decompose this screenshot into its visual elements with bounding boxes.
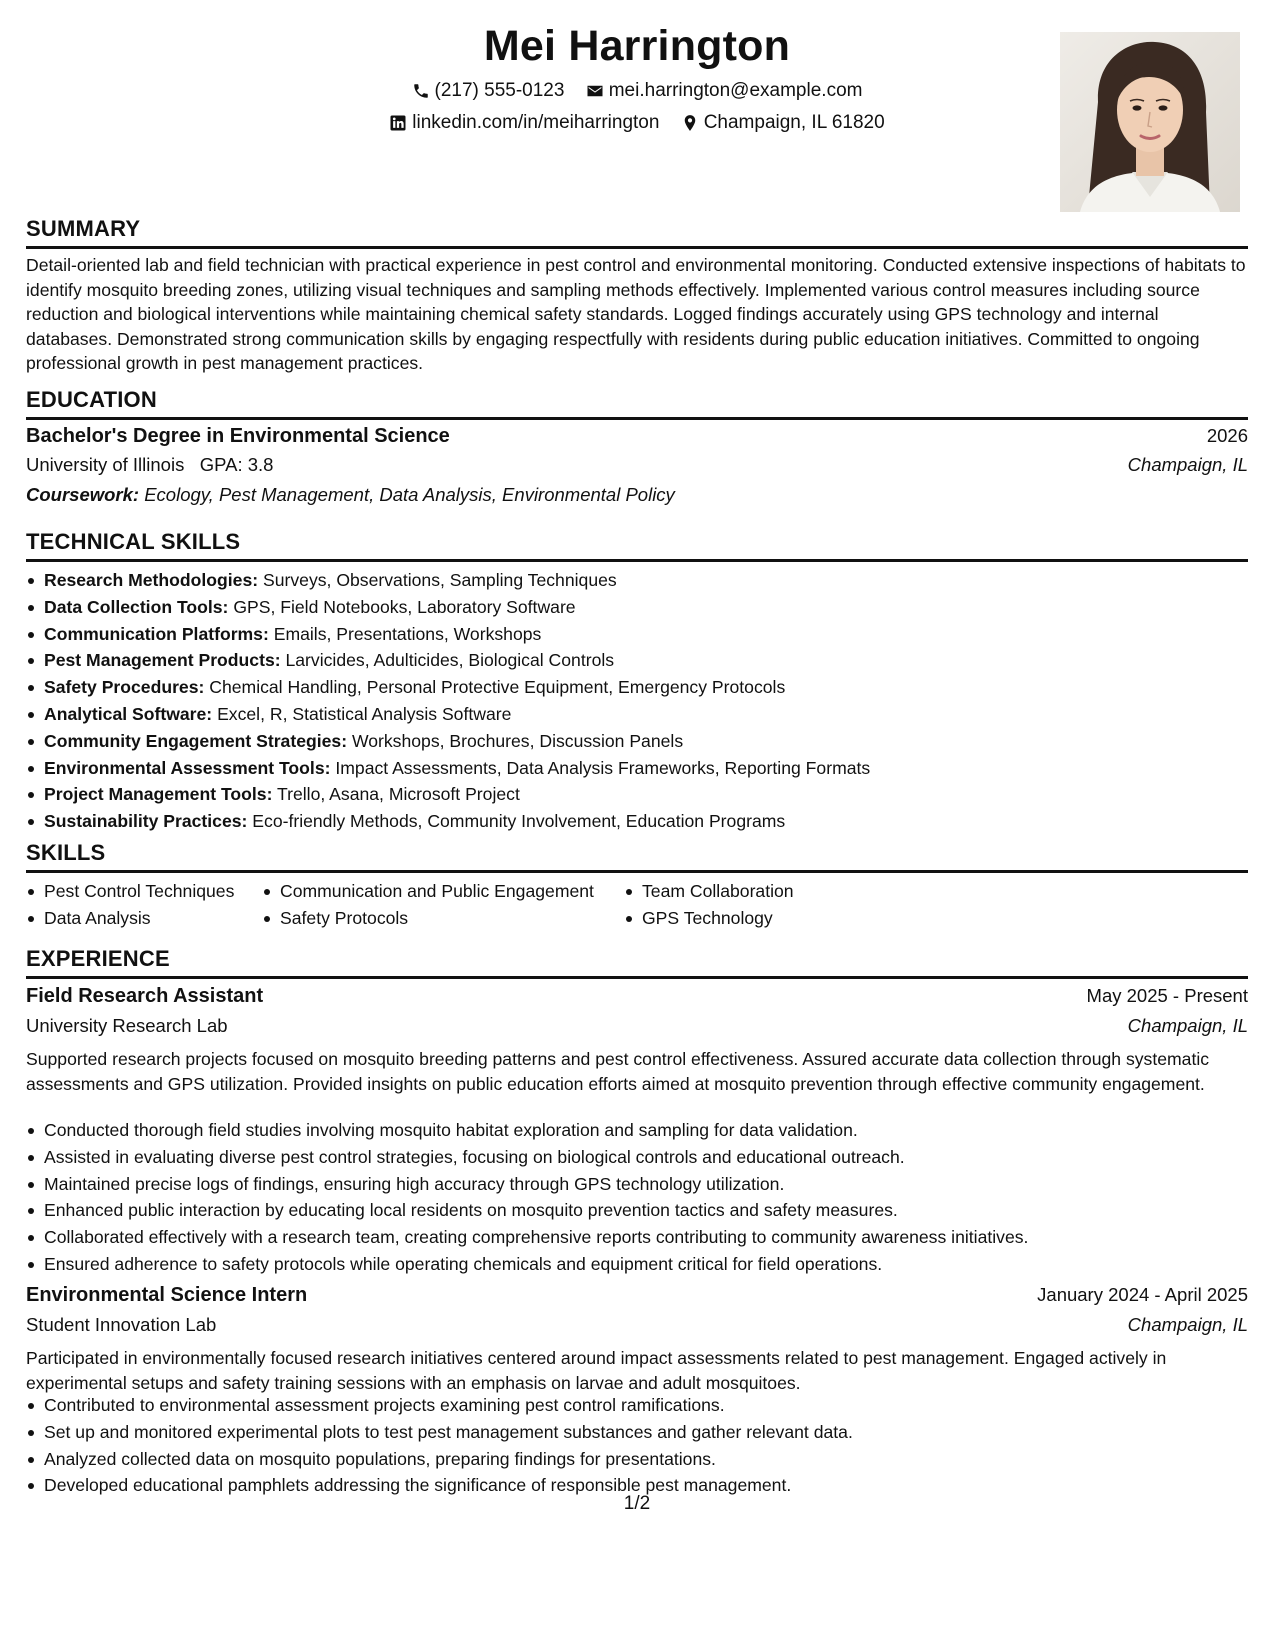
resume-page	[26, 0, 1248, 1650]
coursework-row	[26, 484, 1248, 512]
list-item	[26, 567, 1248, 594]
skill-values: Excel, R, Statistical Analysis Software	[217, 703, 512, 724]
skill-category: Pest Management Products:	[44, 650, 281, 671]
list-item	[26, 755, 1248, 782]
list-item: Ensured adherence to safety protocols while operating chemicals and equipment critical for field operations.	[26, 1251, 1248, 1278]
job-title: Environmental Science Intern	[26, 1284, 308, 1306]
skill-category: Research Methodologies:	[44, 570, 259, 590]
education-row-1	[26, 425, 1248, 453]
job-organization: University Research Lab	[26, 1015, 228, 1036]
linkedin-text: linkedin.com/in/meiharrington	[412, 112, 660, 133]
map-pin-icon	[681, 114, 699, 132]
job-1-org-row	[26, 1015, 1248, 1043]
education-heading: EDUCATION	[26, 387, 1248, 420]
list-item: Safety Protocols	[262, 905, 594, 932]
linkedin-contact[interactable]	[389, 112, 659, 134]
job-2-bullets	[26, 1392, 1248, 1499]
job-location: Champaign, IL	[1127, 1314, 1248, 1335]
graduation-year: 2026	[1206, 425, 1248, 446]
skills-column-1	[26, 878, 234, 931]
list-item: GPS Technology	[624, 905, 794, 932]
skills-column-3	[624, 878, 794, 931]
skill-values: Emails, Presentations, Workshops	[273, 623, 542, 644]
job-location: Champaign, IL	[1127, 1015, 1248, 1036]
skill-values: Eco-friendly Methods, Community Involvement, Education Programs	[252, 811, 786, 832]
skill-values: Workshops, Brochures, Discussion Panels	[351, 730, 684, 751]
summary-heading: SUMMARY	[26, 216, 1248, 249]
candidate-name: Mei Harrington	[483, 22, 791, 70]
list-item: Pest Control Techniques	[26, 878, 234, 905]
list-item: Developed educational pamphlets addressing the significance of responsible pest management.	[26, 1472, 1248, 1499]
job-2-org-row	[26, 1314, 1248, 1342]
skill-category: Environmental Assessment Tools:	[44, 757, 331, 778]
list-item: Maintained precise logs of findings, ensuring high accuracy through GPS technology utilization.	[26, 1171, 1248, 1198]
list-item: Enhanced public interaction by educating local residents on mosquito prevention tactics and safety measures.	[26, 1197, 1248, 1224]
skill-values: Larvicides, Adulticides, Biological Controls	[285, 650, 615, 671]
school-name: University of Illinois	[26, 454, 185, 475]
skill-values: GPS, Field Notebooks, Laboratory Software	[233, 596, 576, 617]
technical-skills-heading: TECHNICAL SKILLS	[26, 529, 1248, 562]
job-1-description: Supported research projects focused on mosquito breeding patterns and pest control effectiveness. Assured accurate data collection through systematic assessments and GPS utilization. Provided insights on public education efforts aimed at mosquito prevention through effective community engagement.	[26, 1049, 1210, 1094]
job-2-header	[26, 1284, 1248, 1312]
skill-values: Surveys, Observations, Sampling Techniques	[263, 570, 617, 590]
school-line	[26, 454, 273, 476]
list-item	[26, 674, 1248, 701]
list-item: Analyzed collected data on mosquito populations, preparing findings for presentations.	[26, 1446, 1248, 1473]
list-item: Team Collaboration	[624, 878, 794, 905]
experience-heading: EXPERIENCE	[26, 946, 1248, 979]
linkedin-icon	[389, 114, 407, 132]
list-item: Collaborated effectively with a research team, creating comprehensive reports contributing to community awareness initiatives.	[26, 1224, 1248, 1251]
education-row-2	[26, 454, 1248, 482]
list-item: Contributed to environmental assessment projects examining pest control ramifications.	[26, 1392, 1248, 1419]
skill-category: Communication Platforms:	[44, 623, 269, 644]
skill-category: Data Collection Tools:	[44, 596, 229, 617]
list-item	[26, 808, 1248, 835]
summary-text: Detail-oriented lab and field technician with practical experience in pest control and environmental monitoring. Conducted extensive inspections of habitats to identify mosquito breeding zones, utilizing visual techniques and sampling methods effectively. Implemented various control measures including source reduction and biological interventions while maintaining chemical safety standards. Logged findings accurately using GPS technology and internal databases. Demonstrated strong communication skills by engaging respectfully with residents during public education initiatives. Committed to ongoing professional growth in pest management practices.	[26, 255, 1246, 373]
job-title: Field Research Assistant	[26, 985, 264, 1007]
list-item	[26, 621, 1248, 648]
email-text: mei.harrington@example.com	[608, 80, 863, 101]
location-contact	[681, 112, 885, 134]
list-item: Communication and Public Engagement	[262, 878, 594, 905]
phone-contact	[412, 80, 565, 102]
job-1-bullets	[26, 1117, 1248, 1278]
skill-values: Chemical Handling, Personal Protective Equipment, Emergency Protocols	[209, 677, 786, 698]
skill-category: Safety Procedures:	[44, 677, 205, 698]
email-contact[interactable]	[586, 80, 863, 102]
list-item: Conducted thorough field studies involving mosquito habitat exploration and sampling for data validation.	[26, 1117, 1248, 1144]
skills-column-2	[262, 878, 594, 931]
skills-heading: SKILLS	[26, 840, 1248, 873]
list-item	[26, 781, 1248, 808]
list-item: Data Analysis	[26, 905, 234, 932]
technical-skills-list	[26, 567, 1248, 835]
phone-text: (217) 555-0123	[434, 80, 565, 101]
list-item	[26, 701, 1248, 728]
job-dates: May 2025 - Present	[1086, 985, 1248, 1006]
skill-category: Community Engagement Strategies:	[44, 730, 348, 751]
school-location: Champaign, IL	[1127, 454, 1248, 475]
job-organization: Student Innovation Lab	[26, 1314, 217, 1335]
list-item	[26, 728, 1248, 755]
coursework-line	[26, 484, 675, 506]
list-item: Set up and monitored experimental plots to test pest management substances and gather relevant data.	[26, 1419, 1248, 1446]
job-dates: January 2024 - April 2025	[1037, 1284, 1248, 1305]
location-text: Champaign, IL 61820	[703, 112, 885, 133]
job-1-header	[26, 985, 1248, 1013]
profile-photo	[1060, 32, 1240, 212]
envelope-icon	[586, 82, 604, 100]
coursework-label: Coursework:	[26, 484, 140, 505]
skill-values: Impact Assessments, Data Analysis Frameworks, Reporting Formats	[335, 757, 871, 778]
coursework-list: Ecology, Pest Management, Data Analysis, Environmental Policy	[144, 484, 675, 505]
list-item	[26, 594, 1248, 621]
list-item	[26, 647, 1248, 674]
job-2-description: Participated in environmentally focused research initiatives centered around impact assessments related to pest management. Engaged actively in experimental setups and safety training sessions with an emphasis on larvae and adult mosquitoes.	[26, 1348, 1167, 1393]
skill-category: Sustainability Practices:	[44, 811, 248, 832]
skill-category: Project Management Tools:	[44, 784, 273, 805]
skill-category: Analytical Software:	[44, 703, 213, 724]
list-item: Assisted in evaluating diverse pest control strategies, focusing on biological controls and educational outreach.	[26, 1144, 1248, 1171]
resume-header	[26, 22, 1248, 222]
page-number: 1/2	[623, 1493, 651, 1514]
gpa: GPA: 3.8	[199, 454, 274, 475]
skill-values: Trello, Asana, Microsoft Project	[277, 784, 520, 805]
degree-title: Bachelor's Degree in Environmental Science	[26, 425, 450, 447]
phone-icon	[412, 82, 430, 100]
portrait-image	[1060, 32, 1240, 212]
